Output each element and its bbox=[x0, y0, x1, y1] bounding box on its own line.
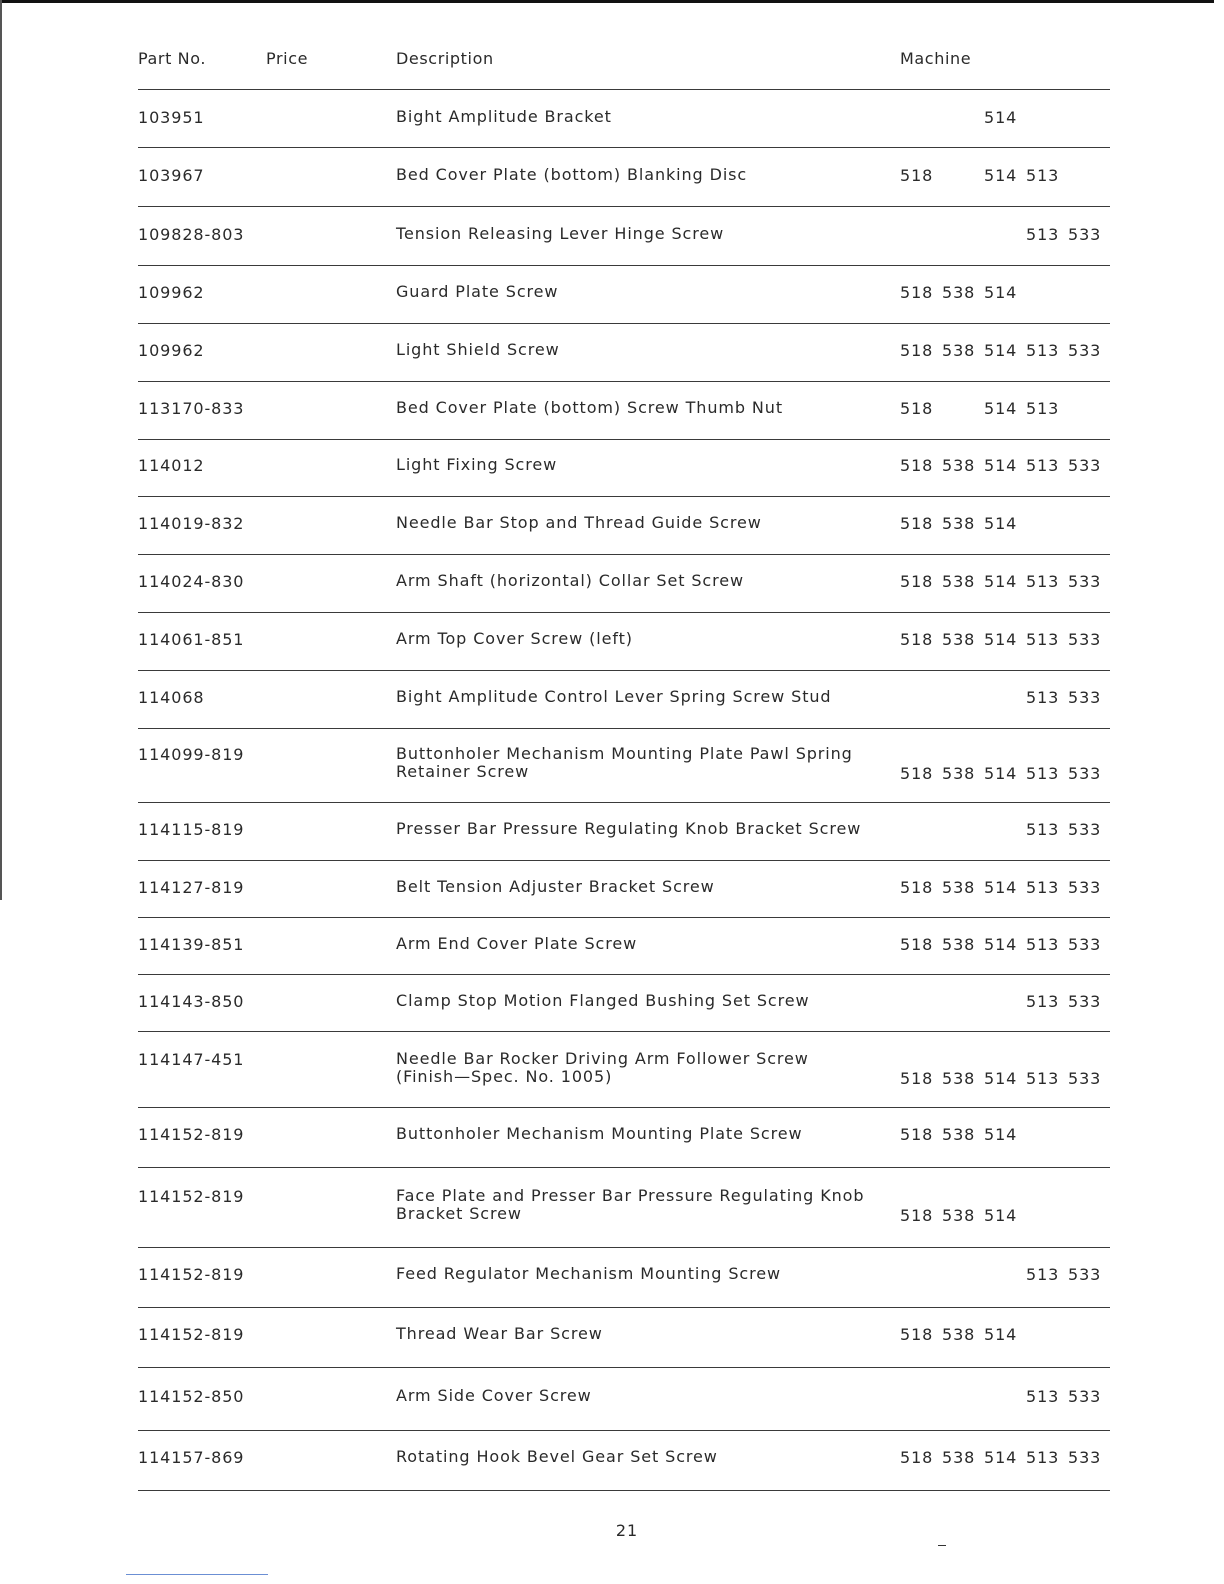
machine-538: 538 bbox=[942, 1448, 976, 1467]
machine-513: 513 bbox=[1026, 764, 1060, 783]
machine-513: 513 bbox=[1026, 820, 1060, 839]
part-description: Light Fixing Screw bbox=[396, 455, 558, 474]
machine-518: 518 bbox=[900, 1325, 934, 1344]
page-number: 21 bbox=[615, 1521, 639, 1540]
row-rule bbox=[138, 1031, 1110, 1032]
machine-514: 514 bbox=[984, 456, 1018, 475]
part-description: Belt Tension Adjuster Bracket Screw bbox=[396, 877, 715, 896]
machine-514: 514 bbox=[984, 341, 1018, 360]
row-rule bbox=[138, 439, 1110, 440]
machine-533: 533 bbox=[1068, 992, 1102, 1011]
machine-514: 514 bbox=[984, 630, 1018, 649]
part-description: Bight Amplitude Control Lever Spring Screw Stud bbox=[396, 687, 832, 706]
machine-514: 514 bbox=[984, 283, 1018, 302]
part-number: 114147-451 bbox=[138, 1050, 245, 1069]
row-rule bbox=[138, 381, 1110, 382]
header-description: Description bbox=[396, 49, 494, 68]
machine-513: 513 bbox=[1026, 166, 1060, 185]
part-description: Bed Cover Plate (bottom) Blanking Disc bbox=[396, 165, 748, 184]
table-header bbox=[0, 49, 1224, 73]
row-rule bbox=[138, 1247, 1110, 1248]
part-description: Buttonholer Mechanism Mounting Plate Screw bbox=[396, 1124, 803, 1143]
part-description: Bed Cover Plate (bottom) Screw Thumb Nut bbox=[396, 398, 783, 417]
part-description: Guard Plate Screw bbox=[396, 282, 559, 301]
machine-513: 513 bbox=[1026, 630, 1060, 649]
part-number: 114099-819 bbox=[138, 745, 245, 764]
scan-bottom-mark bbox=[126, 1574, 268, 1575]
machine-513: 513 bbox=[1026, 1069, 1060, 1088]
part-number: 114061-851 bbox=[138, 630, 245, 649]
machine-538: 538 bbox=[942, 878, 976, 897]
row-rule bbox=[138, 1490, 1110, 1491]
scan-top-border bbox=[0, 0, 1214, 3]
machine-538: 538 bbox=[942, 1125, 976, 1144]
part-description: Arm Top Cover Screw (left) bbox=[396, 629, 633, 648]
machine-533: 533 bbox=[1068, 935, 1102, 954]
machine-538: 538 bbox=[942, 283, 976, 302]
part-number: 114152-819 bbox=[138, 1125, 245, 1144]
row-rule bbox=[138, 1167, 1110, 1168]
machine-533: 533 bbox=[1068, 572, 1102, 591]
machine-513: 513 bbox=[1026, 688, 1060, 707]
machine-513: 513 bbox=[1026, 992, 1060, 1011]
row-rule bbox=[138, 265, 1110, 266]
machine-513: 513 bbox=[1026, 1387, 1060, 1406]
machine-514: 514 bbox=[984, 399, 1018, 418]
row-rule bbox=[138, 1367, 1110, 1368]
part-number: 114019-832 bbox=[138, 514, 245, 533]
machine-538: 538 bbox=[942, 764, 976, 783]
row-rule bbox=[138, 1430, 1110, 1431]
machine-518: 518 bbox=[900, 166, 934, 185]
part-number: 109962 bbox=[138, 283, 205, 302]
machine-513: 513 bbox=[1026, 1448, 1060, 1467]
machine-513: 513 bbox=[1026, 878, 1060, 897]
part-description: Feed Regulator Mechanism Mounting Screw bbox=[396, 1264, 781, 1283]
part-number: 109828-803 bbox=[138, 225, 245, 244]
machine-518: 518 bbox=[900, 283, 934, 302]
part-description: Arm End Cover Plate Screw bbox=[396, 934, 638, 953]
machine-518: 518 bbox=[900, 572, 934, 591]
machine-514: 514 bbox=[984, 1206, 1018, 1225]
part-description: Arm Shaft (horizontal) Collar Set Screw bbox=[396, 571, 744, 590]
scan-left-border bbox=[0, 0, 2, 900]
machine-533: 533 bbox=[1068, 820, 1102, 839]
machine-518: 518 bbox=[900, 1125, 934, 1144]
machine-533: 533 bbox=[1068, 225, 1102, 244]
row-rule bbox=[138, 1107, 1110, 1108]
machine-514: 514 bbox=[984, 572, 1018, 591]
machine-518: 518 bbox=[900, 630, 934, 649]
part-description: Presser Bar Pressure Regulating Knob Bracket Screw bbox=[396, 819, 862, 838]
machine-518: 518 bbox=[900, 935, 934, 954]
part-number: 114152-819 bbox=[138, 1265, 245, 1284]
part-number: 114115-819 bbox=[138, 820, 245, 839]
machine-538: 538 bbox=[942, 630, 976, 649]
machine-514: 514 bbox=[984, 1325, 1018, 1344]
machine-538: 538 bbox=[942, 456, 976, 475]
row-rule bbox=[138, 496, 1110, 497]
scan-stray-mark bbox=[938, 1545, 946, 1546]
machine-538: 538 bbox=[942, 935, 976, 954]
machine-533: 533 bbox=[1068, 1387, 1102, 1406]
part-number: 114127-819 bbox=[138, 878, 245, 897]
row-rule bbox=[138, 554, 1110, 555]
machine-533: 533 bbox=[1068, 878, 1102, 897]
row-rule bbox=[138, 612, 1110, 613]
machine-513: 513 bbox=[1026, 572, 1060, 591]
machine-518: 518 bbox=[900, 764, 934, 783]
header-machine: Machine bbox=[900, 49, 972, 68]
machine-518: 518 bbox=[900, 399, 934, 418]
part-description: Bight Amplitude Bracket bbox=[396, 107, 612, 126]
machine-513: 513 bbox=[1026, 1265, 1060, 1284]
part-description: Tension Releasing Lever Hinge Screw bbox=[396, 224, 725, 243]
row-rule bbox=[138, 1307, 1110, 1308]
part-description: Light Shield Screw bbox=[396, 340, 560, 359]
part-number: 114012 bbox=[138, 456, 205, 475]
machine-514: 514 bbox=[984, 764, 1018, 783]
part-number: 103951 bbox=[138, 108, 205, 127]
part-number: 113170-833 bbox=[138, 399, 245, 418]
header-rule bbox=[138, 89, 1110, 90]
row-rule bbox=[138, 974, 1110, 975]
machine-533: 533 bbox=[1068, 764, 1102, 783]
machine-533: 533 bbox=[1068, 1265, 1102, 1284]
row-rule bbox=[138, 860, 1110, 861]
part-number: 114152-819 bbox=[138, 1187, 245, 1206]
part-number: 103967 bbox=[138, 166, 205, 185]
machine-513: 513 bbox=[1026, 935, 1060, 954]
machine-538: 538 bbox=[942, 514, 976, 533]
machine-533: 533 bbox=[1068, 456, 1102, 475]
row-rule bbox=[138, 147, 1110, 148]
part-description: Rotating Hook Bevel Gear Set Screw bbox=[396, 1447, 718, 1466]
machine-538: 538 bbox=[942, 1325, 976, 1344]
part-description: Buttonholer Mechanism Mounting Plate Pawl Spring Retainer Screw bbox=[396, 744, 853, 781]
machine-513: 513 bbox=[1026, 341, 1060, 360]
part-number: 109962 bbox=[138, 341, 205, 360]
header-price: Price bbox=[266, 49, 309, 68]
part-number: 114152-819 bbox=[138, 1325, 245, 1344]
machine-538: 538 bbox=[942, 1069, 976, 1088]
row-rule bbox=[138, 206, 1110, 207]
machine-518: 518 bbox=[900, 514, 934, 533]
machine-533: 533 bbox=[1068, 1448, 1102, 1467]
row-rule bbox=[138, 670, 1110, 671]
machine-533: 533 bbox=[1068, 688, 1102, 707]
machine-538: 538 bbox=[942, 1206, 976, 1225]
part-description: Arm Side Cover Screw bbox=[396, 1386, 592, 1405]
machine-518: 518 bbox=[900, 878, 934, 897]
part-number: 114152-850 bbox=[138, 1387, 245, 1406]
machine-513: 513 bbox=[1026, 225, 1060, 244]
part-description: Face Plate and Presser Bar Pressure Regulating Knob Bracket Screw bbox=[396, 1186, 865, 1223]
machine-538: 538 bbox=[942, 341, 976, 360]
part-description: Thread Wear Bar Screw bbox=[396, 1324, 603, 1343]
part-description: Needle Bar Stop and Thread Guide Screw bbox=[396, 513, 762, 532]
part-number: 114157-869 bbox=[138, 1448, 245, 1467]
machine-514: 514 bbox=[984, 166, 1018, 185]
machine-514: 514 bbox=[984, 1069, 1018, 1088]
machine-533: 533 bbox=[1068, 341, 1102, 360]
part-number: 114139-851 bbox=[138, 935, 245, 954]
part-number: 114068 bbox=[138, 688, 205, 707]
row-rule bbox=[138, 728, 1110, 729]
machine-514: 514 bbox=[984, 1448, 1018, 1467]
machine-533: 533 bbox=[1068, 1069, 1102, 1088]
machine-518: 518 bbox=[900, 341, 934, 360]
row-rule bbox=[138, 802, 1110, 803]
machine-518: 518 bbox=[900, 1206, 934, 1225]
machine-514: 514 bbox=[984, 935, 1018, 954]
part-description: Clamp Stop Motion Flanged Bushing Set Screw bbox=[396, 991, 810, 1010]
part-description: Needle Bar Rocker Driving Arm Follower Screw (Finish—Spec. No. 1005) bbox=[396, 1049, 809, 1086]
machine-538: 538 bbox=[942, 572, 976, 591]
row-rule bbox=[138, 323, 1110, 324]
machine-533: 533 bbox=[1068, 630, 1102, 649]
row-rule bbox=[138, 917, 1110, 918]
machine-518: 518 bbox=[900, 456, 934, 475]
part-number: 114024-830 bbox=[138, 572, 245, 591]
machine-513: 513 bbox=[1026, 399, 1060, 418]
machine-518: 518 bbox=[900, 1448, 934, 1467]
part-number: 114143-850 bbox=[138, 992, 245, 1011]
machine-514: 514 bbox=[984, 878, 1018, 897]
machine-518: 518 bbox=[900, 1069, 934, 1088]
machine-514: 514 bbox=[984, 108, 1018, 127]
machine-514: 514 bbox=[984, 1125, 1018, 1144]
machine-514: 514 bbox=[984, 514, 1018, 533]
machine-513: 513 bbox=[1026, 456, 1060, 475]
header-part-no: Part No. bbox=[138, 49, 207, 68]
